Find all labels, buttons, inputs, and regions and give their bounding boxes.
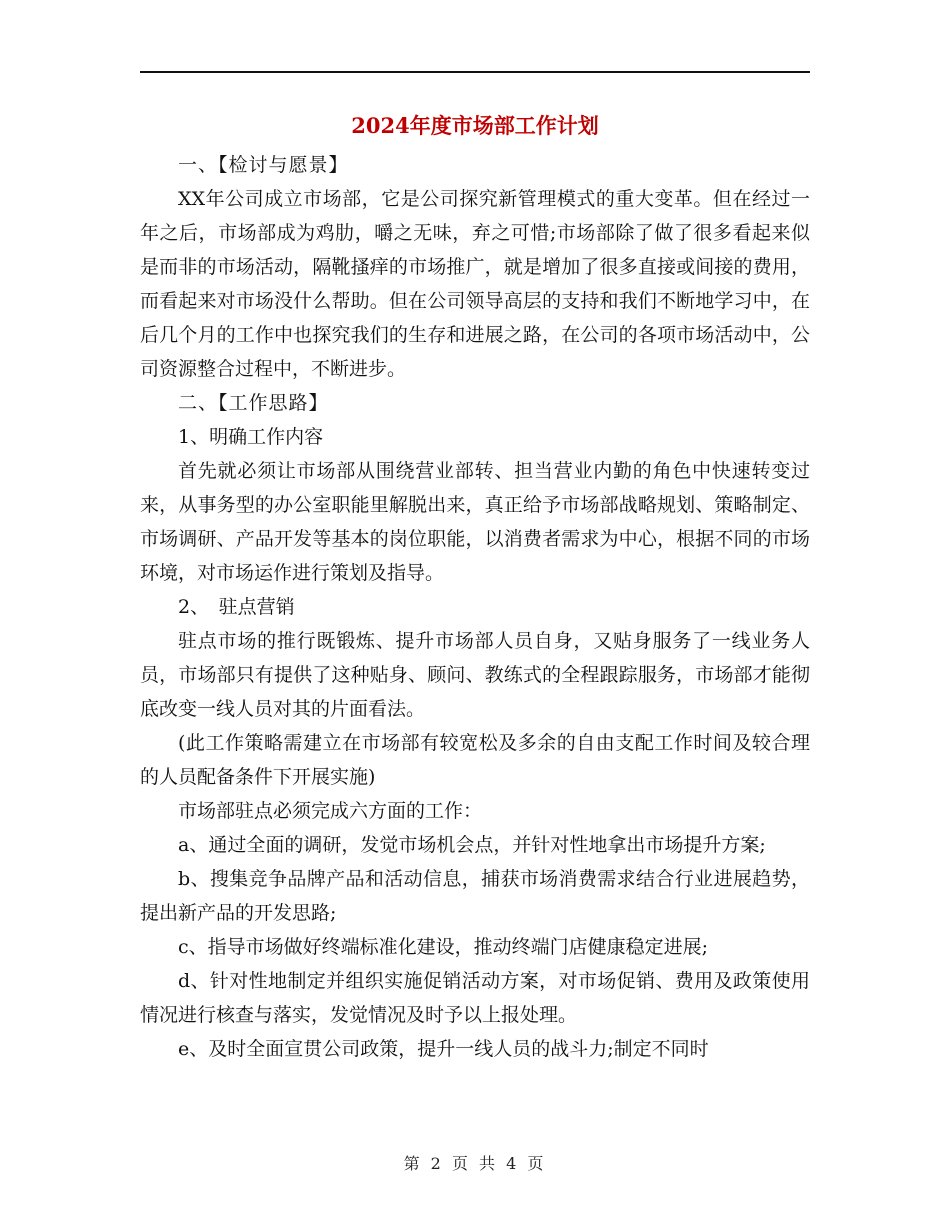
paragraph-onsite-marketing: 驻点市场的推行既锻炼、提升市场部人员自身，又贴身服务了一线业务人员，市场部只有提供了这种贴身、顾问、教练式的全程跟踪服务，市场部才能彻底改变一线人员对其的片面看法。 — [140, 630, 810, 720]
list-item-d: d、针对性地制定并组织实施促销活动方案，对市场促销、费用及政策使用情况进行核查与落实，发觉情况及时予以上报处理。 — [140, 970, 810, 1026]
list-item-c: c、指导市场做好终端标准化建设，推动终端门店健康稳定进展; — [178, 936, 709, 958]
section-heading-review: 一、【检讨与愿景】 — [178, 154, 349, 176]
section-heading-approach: 二、【工作思路】 — [178, 392, 329, 414]
paragraph-work-content: 首先就必须让市场部从围绕营业部转、担当营业内勤的角色中快速转变过来，从事务型的办公室职能里解脱出来，真正给予市场部战略规划、策略制定、市场调研、产品开发等基本的岗位职能，以消费者需求为中心，根据不同的市场环境，对市场运作进行策划及指导。 — [140, 460, 810, 584]
paragraph-review: XX年公司成立市场部，它是公司探究新管理模式的重大变革。但在经过一年之后，市场部成为鸡肋，嚼之无味，弃之可惜;市场部除了做了很多看起来似是而非的市场活动，隔靴搔痒的市场推广，就是增加了很多直接或间接的费用，而看起来对市场没什么帮助。但在公司领导高层的支持和我们不断地学习中，在后几个月的工作中也探究我们的生存和进展之路，在公司的各项市场活动中，公司资源整合过程中，不断进步。 — [140, 188, 810, 380]
list-item-a: a、通过全面的调研，发觉市场机会点，并针对性地拿出市场提升方案; — [178, 834, 766, 856]
list-item-b: b、搜集竞争品牌产品和活动信息，捕获市场消费需求结合行业进展趋势，提出新产品的开发思路; — [140, 868, 810, 924]
list-item-e: e、及时全面宣贯公司政策，提升一线人员的战斗力;制定不同时 — [178, 1038, 709, 1060]
page-number: 第 2 页 共 4 页 — [403, 1154, 547, 1173]
document-body — [140, 148, 810, 1066]
paragraph-six-tasks-intro: 市场部驻点必须完成六方面的工作： — [178, 800, 483, 822]
paragraph-strategy-note: (此工作策略需建立在市场部有较宽松及多余的自由支配工作时间及较合理的人员配备条件下开展实施) — [140, 732, 810, 788]
subheading-onsite-marketing: 2、 驻点营销 — [178, 596, 295, 618]
subheading-work-content: 1、明确工作内容 — [178, 426, 324, 448]
header-rule — [140, 71, 810, 73]
document-title: 2024年度市场部工作计划 — [351, 113, 599, 138]
